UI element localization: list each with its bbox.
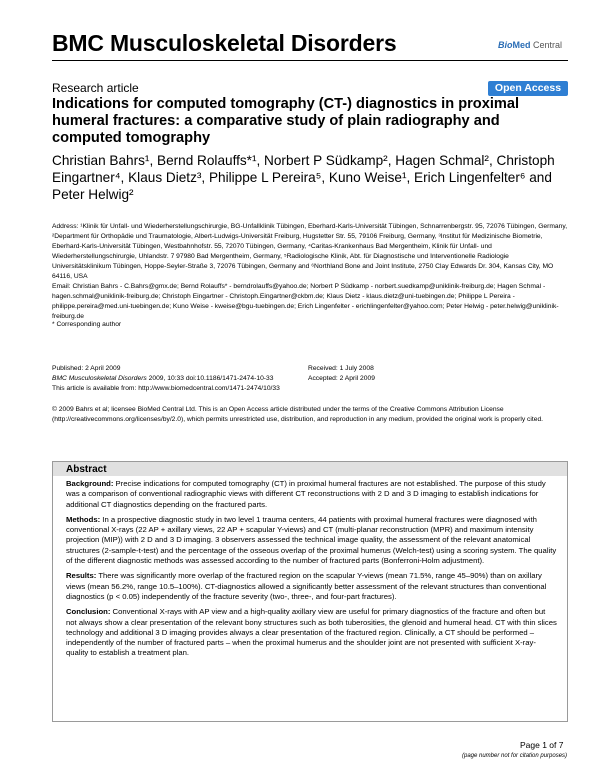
abstract-methods bbox=[66, 515, 558, 566]
article-url[interactable]: This article is available from: http://www.biomedcentral.com/1471-2474/10/33 bbox=[52, 385, 280, 392]
author-list: Christian Bahrs¹, Bernd Rolauffs*¹, Norbert P Südkamp², Hagen Schmal², Christoph Eingartner⁴, Klaus Dietz³, Philippe L Pereira⁵, Kuno Weise¹, Erich Lingenfelter⁶ and Peter Helwig² bbox=[52, 153, 555, 202]
logo-central: Central bbox=[530, 40, 563, 50]
publisher-logo bbox=[498, 40, 562, 50]
logo-bio: Bio bbox=[498, 40, 513, 50]
citation-note: (page number not for citation purposes) bbox=[462, 753, 568, 759]
affiliations: Address: ¹Klinik für Unfall- und Wiederherstellungschirurgie, BG-Unfallklinik Tübingen, Eberhard-Karls-Universität Tübingen, Schnarrenbergstr. 95, 72076 Tübingen, Germany, ²Department für Orthopädie und Traumatologie, Albert-Ludwigs-Universität Freiburg, Hugstetter Str. 55, 79106 Freiburg, Germany, ³Institut für Medizinische Biometrie, Eberhard-Karls-Universität Tübingen, Westbahnhofstr. 55, 72070 Tübingen, Germany, ⁴Caritas-Krankenhaus Bad Mergentheim, Klinik für Unfall- und Wiederherstellungschirurgie, Uhlandstr. 7 97980 Bad Mergentheim, Germany, ⁵Radiologische Klinik, Abt. für Diagnostische und Interventionelle Radiologie Universitätsklinikum Tübingen, Hoppe-Seyler-Straße 3, 72076 Tübingen, Germany and ⁶Northland Bone and Joint Institute, 2750 Clay Edwards Dr. 304, Kansas City, MO 64116, USA bbox=[52, 223, 568, 280]
citation-journal: BMC Musculoskeletal Disorders bbox=[52, 375, 147, 382]
abstract-body bbox=[66, 479, 558, 664]
header-rule bbox=[52, 60, 568, 61]
methods-label: Methods: bbox=[66, 514, 101, 524]
received-date: Received: 1 July 2008 bbox=[308, 365, 374, 372]
publication-info bbox=[52, 364, 568, 394]
article-title: Indications for computed tomography (CT-) diagnostics in proximal humeral fractures: a comparative study of plain radiography and computed tomography bbox=[52, 96, 520, 146]
abstract-header-bar bbox=[53, 462, 567, 476]
open-access-badge: Open Access bbox=[488, 81, 568, 96]
background-text: Precise indications for computed tomography (CT) in proximal humeral fractures are not established. The purpose of this study was a comparison of conventional radiographic views with different CT reconstructions with 2 D and 3 D imaging to establish indications for additional CT diagnostics depending on the fractured parts. bbox=[66, 479, 546, 509]
abstract-results bbox=[66, 571, 558, 602]
corresponding-author-note: * Corresponding author bbox=[52, 321, 122, 328]
accepted-date: Accepted: 2 April 2009 bbox=[308, 375, 375, 382]
conclusion-text: Conventional X-rays with AP view and a high-quality axillary view are useful for primary diagnostics of the fracture and often but not always show a clear presentation of the relevant bony structures such as both tuberosities, the glenoid and humeral head. CT with thin slices technology and additional 3 D imaging provides always a clear presentation of the fractured region. Clinically, a CT should be performed – independently of the number of fractured parts – when the proximal humerus and the shoulder joint are not presented with sufficient X-ray-quality to establish a treatment plan. bbox=[66, 607, 557, 658]
logo-med: Med bbox=[512, 40, 531, 50]
results-text: There was significantly more overlap of the fractured region on the scapular Y-views (mean 71.5%, range 45–90%) than on axillary views (mean 56.2%, range 10.5–100%). CT-diagnostics allowed a significantly better assessment of the relevant structures than conventional diagnostics (p < 0.05) independently of the fracture severity (two-, three-, and four-part fractures). bbox=[66, 571, 547, 601]
article-type: Research article bbox=[52, 81, 139, 95]
abstract-conclusion bbox=[66, 607, 558, 658]
citation-details: 2009, 10:33 doi:10.1186/1471-2474-10-33 bbox=[146, 375, 274, 382]
journal-title: BMC Musculoskeletal Disorders bbox=[52, 30, 397, 56]
author-emails: Email: Christian Bahrs - C.Bahrs@gmx.de; Bernd Rolauffs* - berndrolauffs@yahoo.de; Norbert P Südkamp - norbert.suedkamp@uniklinik-freiburg.de; Hagen Schmal - hagen.schmal@uniklinik-freiburg.de; Christoph Eingartner - Christoph.Eingartner@ckbm.de; Klaus Dietz - klaus.dietz@uni-tuebingen.de; Philippe L Pereira - philippe.pereira@med.uni-tuebingen.de; Kuno Weise - kweise@bgu-tuebingen.de; Erich Lingenfelter - erichlingenfelter@yahoo.com; Peter Helwig - peter.helwig@uniklinik-freiburg.de bbox=[52, 283, 559, 320]
conclusion-label: Conclusion: bbox=[66, 607, 111, 617]
abstract-heading: Abstract bbox=[66, 464, 107, 475]
background-label: Background: bbox=[66, 479, 114, 488]
published-date: Published: 2 April 2009 bbox=[52, 365, 121, 372]
license-text: © 2009 Bahrs et al; licensee BioMed Central Ltd. This is an Open Access article distributed under the terms of the Creative Commons Attribution License (http://creativecommons.org/licenses/by/2.0), which permits unrestricted use, distribution, and reproduction in any medium, provided the original work is properly cited. bbox=[52, 406, 544, 423]
abstract-background bbox=[66, 479, 558, 510]
results-label: Results: bbox=[66, 571, 97, 581]
page-number: Page 1 of 7 bbox=[520, 740, 564, 750]
methods-text: In a prospective diagnostic study in two level 1 trauma centers, 44 patients with proximal humeral fractures were diagnosed with conventional X-rays (22 AP + axillary views, 22 AP + scapular Y-views) and CT (multi-planar reconstruction (MPR) and maximum intensity projection (MIP)) with 2 D and 3 D imaging. 3 observers assessed the technical image quality, the assessment of the relevant anatomical structures (2-sample-t-test) and the percentage of the osseous overlap of the proximal humerus (Welch-test) using a scoring system. The quality of the different diagnostic methods was assessed according to the number of fractured parts (Bonferroni-Holm adjustment). bbox=[66, 514, 557, 566]
